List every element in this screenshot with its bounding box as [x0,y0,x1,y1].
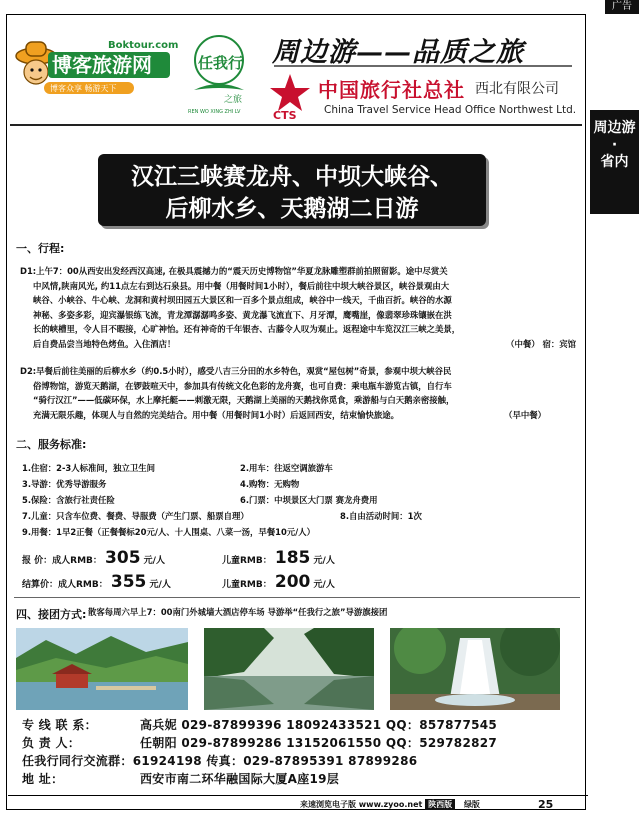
service-item: 5.保险：含旅行社责任险 [22,495,115,505]
service-item: 4.购物：无购物 [240,479,300,489]
day2-line: D2:早餐后前往美丽的后柳水乡（约0.5小时），感受八吉三分田的水乡特色，观赏“屋包树”奇景，参观中坝大峡谷民 [20,366,452,376]
page-number: 25 [538,798,554,811]
pickup-text: 散客每周六早上7：00南门外城墙大酒店停车场 导游举“任我行之旅”导游旗接团 [88,607,388,617]
day2-last-line [20,408,576,423]
itinerary-day1 [20,264,576,352]
settle-adult-price [22,572,171,592]
contact-fuzeren [22,734,497,751]
day1-line: 峡谷、小峡谷、牛心峡、龙洞和黄村坝田园五大景区和一百多个景点组成，峡谷中一线天，千曲百折。峡谷的水源 [33,295,452,306]
price-unit: 元/人 [143,556,165,566]
settle-child-price [222,572,335,592]
day1-meal-tag: （中餐） 宿：宾馆 [506,338,576,349]
service-item: 7.儿童：只含车位费、餐费、导服费（产生门票、船票自理） [22,511,249,521]
contact-value[interactable]: 任朝阳 029-87899286 13152061550 QQ：529782827 [140,736,498,750]
photo-river-pavilion [16,628,188,710]
contact-label: 负 责 人： [22,736,81,750]
side-tab-line1: 周边游 [593,120,636,136]
contact-value[interactable]: 61924198 传真：029-87895391 87899286 [132,754,418,768]
service-item: 6.门票：中坝景区大门票 赛龙舟费用 [240,495,378,505]
day1-line: 长的峡槽里，令人目不暇接，心旷神怡。还有神奇的千年银杏、古藤令人叹为观止。返程途中车览汉江三峡之美景， [33,324,461,335]
side-tab-line3: 省内 [600,154,629,170]
section-services-heading: 二、服务标准: [16,438,87,451]
price-divider [14,597,580,598]
settle-child-value: 200 [274,572,311,592]
photo-canyon-lake [204,628,374,710]
service-item: 2.用车：往返空调旅游车 [240,463,333,473]
logo-url: Boktour.com [108,40,179,51]
footer-text [300,799,480,810]
section-pickup-heading: 四、接团方式: [16,608,87,621]
bokeyouwang-logo[interactable] [14,34,179,102]
renwoxing-logo[interactable] [186,28,252,116]
footer-edition: 绿版 [463,800,480,809]
day1-last-line [20,337,576,352]
title-line-1: 汉江三峡赛龙舟、中坝大峡谷、 [131,164,453,190]
day2-line: “骑行汉江”——低碳环保，水上摩托艇——刺激无限，天鹅湖上美丽的天鹅找你觅食，乘游船与白天鹅亲密接触， [33,395,455,406]
service-item: 8.自由活动时间：1次 [340,511,422,521]
child-label: 儿童RMB： [222,580,272,590]
contact-label: 任我行同行交流群： [22,754,133,768]
cts-name-cn: 中国旅行社总社 [318,78,465,102]
header-divider [10,124,582,126]
price-unit: 元/人 [313,580,335,590]
brand2-text: 任我行 [198,54,244,72]
cts-logo[interactable] [268,72,312,120]
service-item: 3.导游：优秀导游服务 [22,479,107,489]
quote-child-value: 185 [274,548,311,568]
side-tab-zhoubianyou[interactable] [590,110,639,214]
title-line-2: 后柳水乡、天鹅湖二日游 [165,196,419,222]
brand2-en: REN WO XING ZHI LV [188,109,241,115]
contact-value[interactable]: 高兵妮 029-87899396 18092433521 QQ：857877545 [140,718,498,732]
brand2-sub: 之旅 [224,95,243,105]
settle-label: 结算价：成人RMB： [22,580,108,590]
itinerary-day2 [20,364,576,422]
ad-tag: 广告 [605,0,639,14]
quote-adult-price [22,548,165,568]
service-item: 1.住宿：2-3人标准间，独立卫生间 [22,463,156,473]
slogan: 周边游——品质之旅 [272,37,524,68]
contact-group [22,752,417,769]
footer-divider [8,795,588,796]
logo-sub: 博客众享 畅游天下 [50,84,117,93]
quote-adult-value: 305 [105,548,141,568]
settle-adult-value: 355 [110,572,147,592]
price-unit: 元/人 [313,556,335,566]
day1-line: 中风情,陕南风光, 约11点左右到达石泉县。用中餐（用餐时间1小时），餐后前往中坝大峡谷景区，峡谷景观由大 [33,280,450,291]
day2-line: 俗博物馆，游览天鹅湖，在锣鼓喧天中，参加具有传统文化色彩的龙舟赛，也可自费：乘电瓶车游览古镇，自行车 [33,380,452,391]
contact-zhuanxian [22,716,497,733]
contact-label: 专 线 联 系： [22,718,97,732]
child-label: 儿童RMB： [222,556,272,566]
quote-child-price [222,548,335,568]
photo-waterfall [390,628,560,710]
day1-line: D1:上午7：00从西安出发经西汉高速, 在极具震撼力的“震天历史博物馆”华夏龙脉雕塑群前拍照留影。途中尽赏关 [20,266,448,276]
cts-mark: CTS [273,109,297,120]
service-item: 9.用餐：1早2正餐（正餐餐标20元/人、十人围桌、八菜一汤，早餐10元/人） [22,527,315,537]
day2-meal-tag: （早中餐） [504,409,546,420]
logo-text: 博客旅游网 [52,53,152,77]
day1-last-text: 后自费品尝当地特色烤鱼。入住酒店！ [33,338,176,349]
price-unit: 元/人 [149,580,171,590]
contact-value: 西安市南二环华融国际大厦A座19层 [140,772,340,786]
section-itinerary-heading: 一、行程: [16,242,65,255]
footer-badge: 陕西版 [425,799,455,810]
side-tab-line2: · [611,137,618,153]
day2-last-text: 充满无限乐趣，体现人与自然的完美结合。用中餐（用餐时间1小时）后返回西安，结束愉快旅途。 [33,409,399,420]
contact-label: 地 址： [22,772,64,786]
cts-branch-cn: 西北有限公司 [475,81,559,97]
quote-label: 报 价：成人RMB： [22,556,102,566]
day1-line: 神秘、多姿多彩，迎宾瀑银练飞流，青龙潭潺潺鸣多姿、黄龙瀑飞流直下、月牙潭，鹰嘴崖，像翡翠珍珠镶嵌在洪 [33,309,452,320]
contact-address [22,770,339,787]
cts-name-en: China Travel Service Head Office Northwest Ltd. [324,104,577,116]
footer-site[interactable]: 来速浏览电子版 www.zyoo.net [300,800,423,809]
